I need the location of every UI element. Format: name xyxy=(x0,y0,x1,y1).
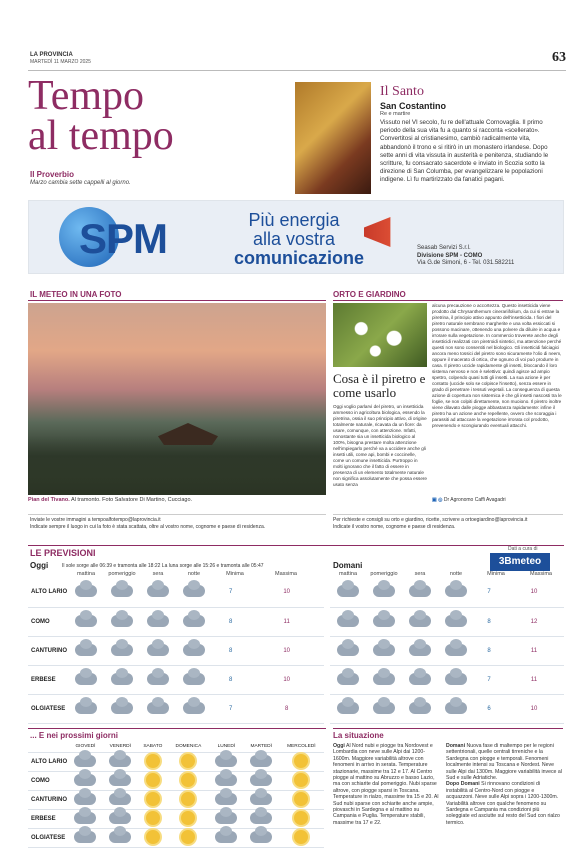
rain-cloud-icon xyxy=(111,673,133,685)
rain-cloud-icon xyxy=(147,673,169,685)
page-number: 63 xyxy=(552,50,566,65)
min-temp: 8 xyxy=(474,636,504,665)
photo-caption: Pian del Tivano. Al tramonto. Foto Salvatore Di Martino, Cucciago. xyxy=(28,497,193,503)
table-row xyxy=(28,742,324,752)
daisy-photo xyxy=(333,303,427,367)
sun-icon xyxy=(294,792,308,806)
page-title xyxy=(28,73,278,159)
sun-icon xyxy=(181,811,195,825)
col-header: Massima xyxy=(274,571,297,577)
rain-cloud-icon xyxy=(409,615,431,627)
orto-note-2: Indicate il vostro nome, cognome e paese di residenza. xyxy=(333,524,456,530)
orto-note-1: Per richieste e consigli su orto e giardino, ricette, scrivere a ortoegiardino@laprovincia.it xyxy=(333,517,528,523)
situazione-rule xyxy=(333,728,563,729)
issue-date: MARTEDÌ 11 MARZO 2025 xyxy=(30,59,91,65)
table-row xyxy=(330,694,564,723)
table-row xyxy=(28,694,324,723)
min-temp: 7 xyxy=(212,694,249,723)
foto-note-rule xyxy=(28,514,326,515)
sun-icon xyxy=(146,792,160,806)
orto-title: Cosa è il piretro e come usarlo xyxy=(333,371,426,400)
saint-icon-image xyxy=(295,82,371,194)
rain-cloud-icon xyxy=(337,702,359,714)
table-row xyxy=(28,828,324,847)
location-name: CANTURINO xyxy=(28,790,68,809)
location-name: COMO xyxy=(28,771,68,790)
min-temp: 8 xyxy=(474,607,504,636)
max-temp: 12 xyxy=(504,607,564,636)
sun-icon xyxy=(181,792,195,806)
sun-icon xyxy=(294,754,308,768)
min-temp: 8 xyxy=(212,636,249,665)
min-temp: 7 xyxy=(474,578,504,607)
table-row xyxy=(28,578,324,607)
col-header: sera xyxy=(414,571,426,577)
location-name: OLGIATESE xyxy=(28,694,68,723)
table-row xyxy=(330,665,564,694)
table-row xyxy=(28,752,324,771)
orto-column-2: alcuna precauzione o accortezza. Questo insetticida viene prodotto dal Chrysanthemum cinerariifolium, da cui si estrae la piretrina, il principio attivo appunto dell'insetticida. I fiori del piretro naturale sembrano margherite e una volta essiccati si possono macinare, ottenendo una polvere da diluire in acqua e irrorare sulla vegetazione. In commercio troverete anche degli insetticidi realizzati con piretroidi sintetici, ma attenzione perché questi non sono consentiti nel biologico. Gli insetticidi falciagici ancora meno tossici del piretro sono sicuramente l'olio di neem, oppure il macerato di ortica, che ognuno di voi può produrre in casa. Il piretro uccide rapidamente gli insetti, bloccando il loro sistema nervoso e non è selettivo: quindi agisce ad ampio spettro, colpendo quasi tutti gli insetti. La sua azione è per contatto (uccide solo se colpisce l'insetto), senza essere in grado di penetrare i tessuti vegetali. La conseguenza di questa azione di copertura non sistemica è che gli insetti nascosti tra le foglie, se non colpiti direttamente, non muoiono. Il piretro inoltre viene dilavato dalle piogge abbastanza rapidamente: infine il piretro ha un azione anche repellente, ovvero che scoraggia i parassiti ad attaccare la vegetazione irrorata col prodotto, prevenendo e scongiurando eventuali attacchi. xyxy=(432,303,562,428)
prossimi-heading: ... E nei prossimi giorni xyxy=(30,731,119,740)
orto-column-1: Oggi voglio parlarvi del piretro, un insetticida ammesso in agricoltura biologica, essendo la piretrina, ossia il suo principio attivo, di origine totalmente naturale, ricavata da un fiore: da usare, comunque, con attenzione. Infatti, nonostante sia un insetticida biologico al 100%, bisogna prestare molta attenzione nell'impiegarlo perché va a uccidere anche gli insetti utili, come api, bombi e coccinelle, come un comune insetticida. Purtroppo in molti ignorano che il fatto di essere in presenza di un elemento totalmente naturale non significa assolutamente che possa essere usato senza xyxy=(333,404,427,487)
rain-cloud-icon xyxy=(250,831,272,843)
foto-note-1: Inviate le vostre immagini a tempoalfotempo@laprovincia.it xyxy=(30,517,161,523)
rain-cloud-icon xyxy=(409,702,431,714)
min-temp: 7 xyxy=(212,578,249,607)
location-name: COMO xyxy=(28,607,68,636)
rain-cloud-icon xyxy=(109,774,131,786)
col-header: mattina xyxy=(76,571,96,577)
max-temp: 10 xyxy=(504,694,564,723)
title-line-1: Tempo xyxy=(28,73,145,119)
max-temp: 10 xyxy=(249,665,324,694)
rain-cloud-icon xyxy=(183,702,205,714)
rain-cloud-icon xyxy=(373,673,395,685)
rain-cloud-icon xyxy=(147,585,169,597)
col-header: sera xyxy=(152,571,164,577)
rain-cloud-icon xyxy=(109,812,131,824)
rain-cloud-icon xyxy=(215,793,237,805)
spm-logo: SPM xyxy=(59,207,199,267)
spm-advertisement[interactable] xyxy=(28,200,564,274)
sun-icon xyxy=(181,754,195,768)
foto-rule xyxy=(28,300,326,301)
day-header: VENERDÌ xyxy=(103,742,138,752)
day-header: MARTEDÌ xyxy=(244,742,279,752)
location-name: ERBESE xyxy=(28,809,68,828)
rain-cloud-icon xyxy=(109,831,131,843)
situazione-oggi: Oggi Al Nord nubi e piogge tra Nordovest e Lombardia con neve sulle Alpi dai 1200-1600m. Maggiore variabilità altrove con fenomeni in arrivo in serata. Temperature stazionarie, massime tra 12 e 17. Al Centro piogge al mattino su Abruzzo e basso Lazio, ma con schiarite dal pomeriggio. Nubi sparse altrove, con piogge sparsi in Toscana. Temperature in rialzo, massime tra 15 e 20. Al Sud nubi sparse con schiarite anche ampie, piovaschi in Sardegna e al mattino su Campania e Puglia. Temperature stabili, massime tra 17 e 22. xyxy=(333,743,439,826)
table-row xyxy=(28,790,324,809)
day-header: DOMENICA xyxy=(168,742,209,752)
foto-heading: IL METEO IN UNA FOTO xyxy=(30,290,122,299)
rain-cloud-icon xyxy=(74,755,96,767)
sun-icon xyxy=(294,773,308,787)
day-header: GIOVEDÌ xyxy=(68,742,103,752)
location-name: OLGIATESE xyxy=(28,828,68,847)
rain-cloud-icon xyxy=(215,812,237,824)
newspaper-name: LA PROVINCIA xyxy=(30,52,73,58)
foto-note-2: Indicate sempre il luogo in cui la foto è stata scattata, oltre al vostro nome, cognome e paese di residenza. xyxy=(30,524,266,530)
orto-note-rule xyxy=(333,514,563,515)
max-temp: 10 xyxy=(249,636,324,665)
previsioni-rule xyxy=(28,545,564,546)
rain-cloud-icon xyxy=(337,615,359,627)
table-row xyxy=(28,607,324,636)
rain-cloud-icon xyxy=(445,585,467,597)
rain-cloud-icon xyxy=(109,793,131,805)
sun-icon xyxy=(146,830,160,844)
3bmeteo-logo: 3Bmeteo xyxy=(490,553,550,571)
situazione-domani: Domani Nuova fase di maltempo per le regioni settentrionali, quelle centrali tirreniche e la Sardegna con piogge e temporali. Fenomeni localmente intensi su Toscana e Nordest. Neve sulle Alpi dai 1300m. Maggiore variabilità invece al Sud e sulle Adriatiche. Dopo Domani Si rinnovano condizioni di instabilità al Centro-Nord con piogge e acquazzoni. Neve sulle Alpi sopra i 1200-1300m. Variabilità altrove con qualche fenomeno su Sardegna e Campania ma condizioni più soleggiate ed asciutte sul resto del Sud con rialzo termico. xyxy=(446,743,562,826)
rain-cloud-icon xyxy=(215,755,237,767)
rain-cloud-icon xyxy=(111,702,133,714)
max-temp: 11 xyxy=(249,607,324,636)
orto-heading: ORTO E GIARDINO xyxy=(333,290,406,299)
proverbio-text: Marzo cambia sette cappelli al giorno. xyxy=(30,180,131,186)
ad-line-1: Più energia xyxy=(248,210,340,230)
col-header: Minima xyxy=(226,571,244,577)
max-temp: 10 xyxy=(249,578,324,607)
sun-icon xyxy=(146,773,160,787)
saint-name: San Costantino xyxy=(380,101,447,111)
sun-icon xyxy=(146,754,160,768)
col-header: pomeriggio xyxy=(370,571,398,577)
max-temp: 8 xyxy=(249,694,324,723)
rain-cloud-icon xyxy=(183,673,205,685)
sunset-photo xyxy=(28,303,326,495)
proverbio-heading: Il Proverbio xyxy=(30,170,75,179)
col-header: pomeriggio xyxy=(108,571,136,577)
rain-cloud-icon xyxy=(183,585,205,597)
rain-cloud-icon xyxy=(250,793,272,805)
rain-cloud-icon xyxy=(75,673,97,685)
rain-cloud-icon xyxy=(373,702,395,714)
rain-cloud-icon xyxy=(445,673,467,685)
max-temp: 11 xyxy=(504,665,564,694)
orto-signature: ▣ ◎ Dr Agronomo Caffi Avagadri xyxy=(432,497,506,503)
rain-cloud-icon xyxy=(109,755,131,767)
ad-company: Seasab Servizi S.r.l. xyxy=(417,245,471,251)
ad-division: Divisione SPM - COMO xyxy=(417,252,483,259)
sun-icon xyxy=(294,830,308,844)
prossimi-rule xyxy=(28,728,326,729)
table-row xyxy=(330,578,564,607)
rain-cloud-icon xyxy=(111,644,133,656)
sun-icon xyxy=(146,811,160,825)
rain-cloud-icon xyxy=(111,615,133,627)
sun-moon-info: Il sole sorge alle 06:39 e tramonta alle 18:22 La luna sorge alle 15:26 e tramonta alle 05:47 xyxy=(62,563,264,569)
oggi-label: Oggi xyxy=(30,561,49,570)
rain-cloud-icon xyxy=(250,774,272,786)
rain-cloud-icon xyxy=(74,793,96,805)
data-credit: Dati a cura di xyxy=(508,546,538,552)
rain-cloud-icon xyxy=(445,702,467,714)
rain-cloud-icon xyxy=(373,615,395,627)
saint-body: Vissuto nel VI secolo, fu re dell'attuale Cornovaglia. Il primo periodo della sua vita fu a quanto si racconta «scellerato». Convertitosi al cristianesimo, cambiò radicalmente vita, abbandonò il trono e si ritirò in un monastero irlandese. Dopo sette anni di vita vissuta in austerità e penitenza, studiando le scritture, fu consacrato sacerdote e inviato in Scozia sotto la direzione di San Columba, per evangelizzare le popolazioni indigene. Lì fu martirizzato da fanatici pagani. xyxy=(380,119,549,184)
top-rule xyxy=(28,70,566,71)
rain-cloud-icon xyxy=(373,644,395,656)
rain-cloud-icon xyxy=(147,644,169,656)
sun-icon xyxy=(181,830,195,844)
rain-cloud-icon xyxy=(373,585,395,597)
rain-cloud-icon xyxy=(337,585,359,597)
location-name: ERBESE xyxy=(28,665,68,694)
col-header: mattina xyxy=(338,571,358,577)
col-header: notte xyxy=(187,571,201,577)
table-row xyxy=(28,636,324,665)
max-temp: 11 xyxy=(504,636,564,665)
rain-cloud-icon xyxy=(250,755,272,767)
location-name: ALTO LARIO xyxy=(28,752,68,771)
prossimi-table xyxy=(28,742,324,848)
day-header: LUNEDÌ xyxy=(209,742,244,752)
sun-icon xyxy=(294,811,308,825)
table-row xyxy=(330,607,564,636)
rain-cloud-icon xyxy=(409,644,431,656)
rain-cloud-icon xyxy=(111,585,133,597)
table-row xyxy=(28,809,324,828)
domani-forecast-table xyxy=(330,578,564,724)
max-temp: 10 xyxy=(504,578,564,607)
social-icons: ▣ ◎ xyxy=(432,497,444,503)
rain-cloud-icon xyxy=(337,673,359,685)
rain-cloud-icon xyxy=(75,702,97,714)
ad-line-3: comunicazione xyxy=(234,248,365,268)
sun-icon xyxy=(181,773,195,787)
location-name: CANTURINO xyxy=(28,636,68,665)
ad-address: Via G.de Simoni, 6 - Tel. 031.582211 xyxy=(417,260,515,266)
situazione-heading: La situazione xyxy=(333,731,384,740)
domani-label: Domani xyxy=(333,561,363,570)
megaphone-icon xyxy=(364,217,408,247)
previsioni-heading: LE PREVISIONI xyxy=(30,548,96,558)
col-header: Massima xyxy=(529,571,552,577)
rain-cloud-icon xyxy=(409,585,431,597)
table-row xyxy=(330,636,564,665)
day-header: SABATO xyxy=(138,742,168,752)
rain-cloud-icon xyxy=(74,831,96,843)
rain-cloud-icon xyxy=(409,673,431,685)
oggi-forecast-table xyxy=(28,578,324,724)
rain-cloud-icon xyxy=(337,644,359,656)
rain-cloud-icon xyxy=(250,812,272,824)
min-temp: 8 xyxy=(212,665,249,694)
rain-cloud-icon xyxy=(183,615,205,627)
table-row xyxy=(28,665,324,694)
col-header: notte xyxy=(449,571,463,577)
col-header: Minima xyxy=(487,571,505,577)
min-temp: 8 xyxy=(212,607,249,636)
title-line-2: al tempo xyxy=(28,113,174,159)
santo-heading: Il Santo xyxy=(380,84,424,99)
rain-cloud-icon xyxy=(215,831,237,843)
location-name: ALTO LARIO xyxy=(28,578,68,607)
rain-cloud-icon xyxy=(215,774,237,786)
rain-cloud-icon xyxy=(445,644,467,656)
saint-role: Re e martire xyxy=(380,111,411,117)
rain-cloud-icon xyxy=(183,644,205,656)
rain-cloud-icon xyxy=(74,774,96,786)
rain-cloud-icon xyxy=(147,702,169,714)
rain-cloud-icon xyxy=(445,615,467,627)
orto-rule xyxy=(333,300,563,301)
rain-cloud-icon xyxy=(147,615,169,627)
rain-cloud-icon xyxy=(74,812,96,824)
rain-cloud-icon xyxy=(75,644,97,656)
rain-cloud-icon xyxy=(75,585,97,597)
min-temp: 7 xyxy=(474,665,504,694)
min-temp: 6 xyxy=(474,694,504,723)
day-header: MERCOLEDÌ xyxy=(279,742,324,752)
ad-line-2: alla vostra xyxy=(252,229,336,249)
rain-cloud-icon xyxy=(75,615,97,627)
table-row xyxy=(28,771,324,790)
